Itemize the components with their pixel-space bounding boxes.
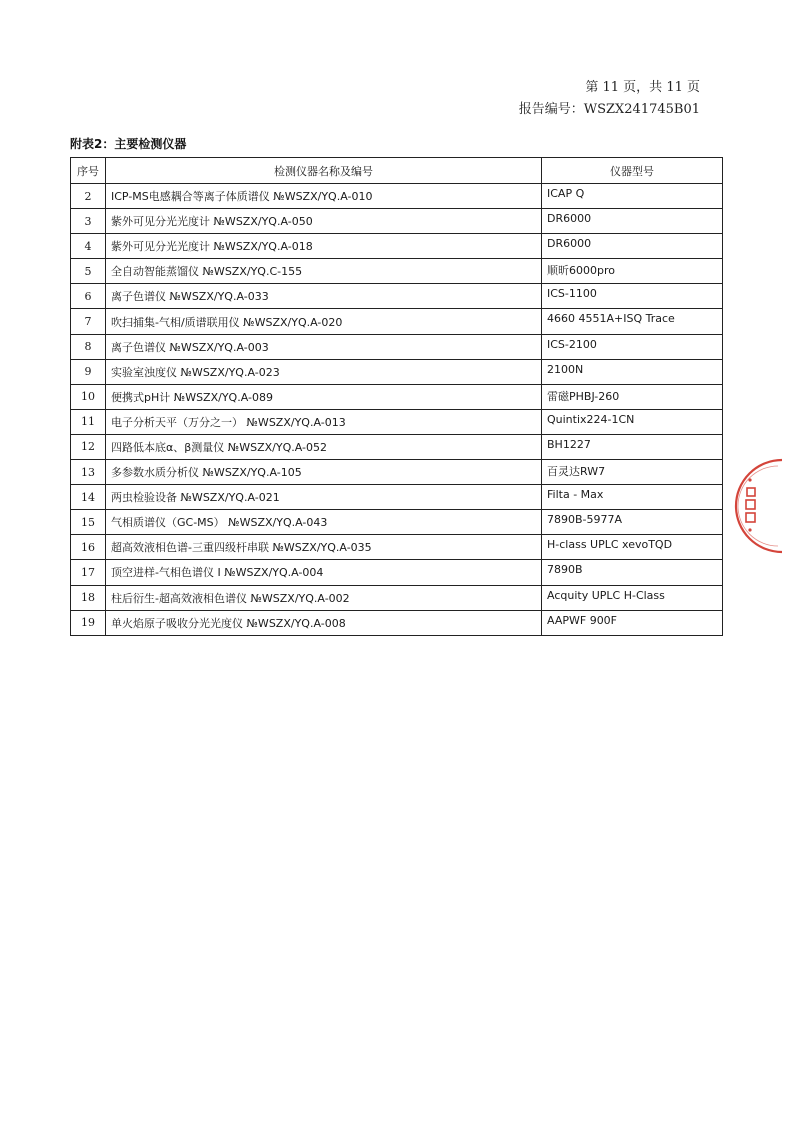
table-row bbox=[71, 184, 723, 209]
row-number: 13 bbox=[71, 460, 106, 485]
table-row bbox=[71, 259, 723, 284]
row-number: 12 bbox=[71, 434, 106, 459]
instrument-name: 离子色谱仪 №WSZX/YQ.A-003 bbox=[106, 334, 542, 359]
table-row bbox=[71, 485, 723, 510]
table-body bbox=[71, 184, 723, 636]
instrument-model: DR6000 bbox=[542, 209, 723, 234]
instrument-name: 紫外可见分光光度计 №WSZX/YQ.A-018 bbox=[106, 234, 542, 259]
row-number: 3 bbox=[71, 209, 106, 234]
report-number: 报告编号：WSZX241745B01 bbox=[518, 102, 700, 117]
row-number: 19 bbox=[71, 610, 106, 635]
row-number: 11 bbox=[71, 409, 106, 434]
instrument-model: 7890B bbox=[542, 560, 723, 585]
instrument-model: BH1227 bbox=[542, 434, 723, 459]
column-header-name: 检测仪器名称及编号 bbox=[106, 158, 542, 184]
table-row bbox=[71, 234, 723, 259]
instrument-model: H-class UPLC xevoTQD bbox=[542, 535, 723, 560]
row-number: 18 bbox=[71, 585, 106, 610]
table-row bbox=[71, 434, 723, 459]
instrument-model: ICAP Q bbox=[542, 184, 723, 209]
instrument-name: 单火焰原子吸收分光光度仪 №WSZX/YQ.A-008 bbox=[106, 610, 542, 635]
row-number: 9 bbox=[71, 359, 106, 384]
table-row bbox=[71, 560, 723, 585]
page-header bbox=[519, 77, 700, 121]
instrument-name: 柱后衍生-超高效液相色谱仪 №WSZX/YQ.A-002 bbox=[106, 585, 542, 610]
row-number: 8 bbox=[71, 334, 106, 359]
row-number: 5 bbox=[71, 259, 106, 284]
instrument-model: Quintix224-1CN bbox=[542, 409, 723, 434]
instrument-name: 顶空进样-气相色谱仪 I №WSZX/YQ.A-004 bbox=[106, 560, 542, 585]
instrument-name: 全自动智能蒸馏仪 №WSZX/YQ.C-155 bbox=[106, 259, 542, 284]
table-header-row bbox=[71, 158, 723, 184]
instrument-name: 紫外可见分光光度计 №WSZX/YQ.A-050 bbox=[106, 209, 542, 234]
instrument-name: 多参数水质分析仪 №WSZX/YQ.A-105 bbox=[106, 460, 542, 485]
instrument-name: 实验室浊度仪 №WSZX/YQ.A-023 bbox=[106, 359, 542, 384]
table-row bbox=[71, 510, 723, 535]
instrument-name: 便携式pH计 №WSZX/YQ.A-089 bbox=[106, 384, 542, 409]
instrument-table bbox=[70, 157, 723, 636]
instrument-name: 两虫检验设备 №WSZX/YQ.A-021 bbox=[106, 485, 542, 510]
instrument-name: 吹扫捕集-气相/质谱联用仪 №WSZX/YQ.A-020 bbox=[106, 309, 542, 334]
row-number: 10 bbox=[71, 384, 106, 409]
instrument-model: 7890B-5977A bbox=[542, 510, 723, 535]
row-number: 14 bbox=[71, 485, 106, 510]
table-row bbox=[71, 384, 723, 409]
instrument-model: 雷磁PHBJ-260 bbox=[542, 384, 723, 409]
table-row bbox=[71, 409, 723, 434]
table-row bbox=[71, 284, 723, 309]
instrument-name: ICP-MS电感耦合等离子体质谱仪 №WSZX/YQ.A-010 bbox=[106, 184, 542, 209]
red-seal-stamp-icon bbox=[734, 458, 786, 554]
column-header-no: 序号 bbox=[71, 158, 106, 184]
row-number: 6 bbox=[71, 284, 106, 309]
table-row bbox=[71, 209, 723, 234]
row-number: 2 bbox=[71, 184, 106, 209]
instrument-model: ICS-2100 bbox=[542, 334, 723, 359]
instrument-model: 2100N bbox=[542, 359, 723, 384]
instrument-model: 4660 4551A+ISQ Trace bbox=[542, 309, 723, 334]
row-number: 4 bbox=[71, 234, 106, 259]
table-row bbox=[71, 334, 723, 359]
table-row bbox=[71, 610, 723, 635]
column-header-model: 仪器型号 bbox=[542, 158, 723, 184]
instrument-name: 电子分析天平（万分之一） №WSZX/YQ.A-013 bbox=[106, 409, 542, 434]
table-row bbox=[71, 309, 723, 334]
instrument-model: Acquity UPLC H-Class bbox=[542, 585, 723, 610]
table-row bbox=[71, 460, 723, 485]
instrument-model: 顺昕6000pro bbox=[542, 259, 723, 284]
row-number: 16 bbox=[71, 535, 106, 560]
instrument-model: AAPWF 900F bbox=[542, 610, 723, 635]
table-row bbox=[71, 585, 723, 610]
instrument-model: 百灵达RW7 bbox=[542, 460, 723, 485]
section-title: 附表2：主要检测仪器 bbox=[70, 137, 187, 151]
instrument-model: DR6000 bbox=[542, 234, 723, 259]
row-number: 7 bbox=[71, 309, 106, 334]
instrument-model: ICS-1100 bbox=[542, 284, 723, 309]
page-number: 第 11 页，共 11 页 bbox=[585, 80, 700, 95]
table-row bbox=[71, 535, 723, 560]
instrument-name: 超高效液相色谱-三重四级杆串联 №WSZX/YQ.A-035 bbox=[106, 535, 542, 560]
table-row bbox=[71, 359, 723, 384]
instrument-name: 四路低本底α、β测量仪 №WSZX/YQ.A-052 bbox=[106, 434, 542, 459]
instrument-model: Filta - Max bbox=[542, 485, 723, 510]
row-number: 15 bbox=[71, 510, 106, 535]
instrument-name: 离子色谱仪 №WSZX/YQ.A-033 bbox=[106, 284, 542, 309]
row-number: 17 bbox=[71, 560, 106, 585]
instrument-name: 气相质谱仪（GC-MS） №WSZX/YQ.A-043 bbox=[106, 510, 542, 535]
